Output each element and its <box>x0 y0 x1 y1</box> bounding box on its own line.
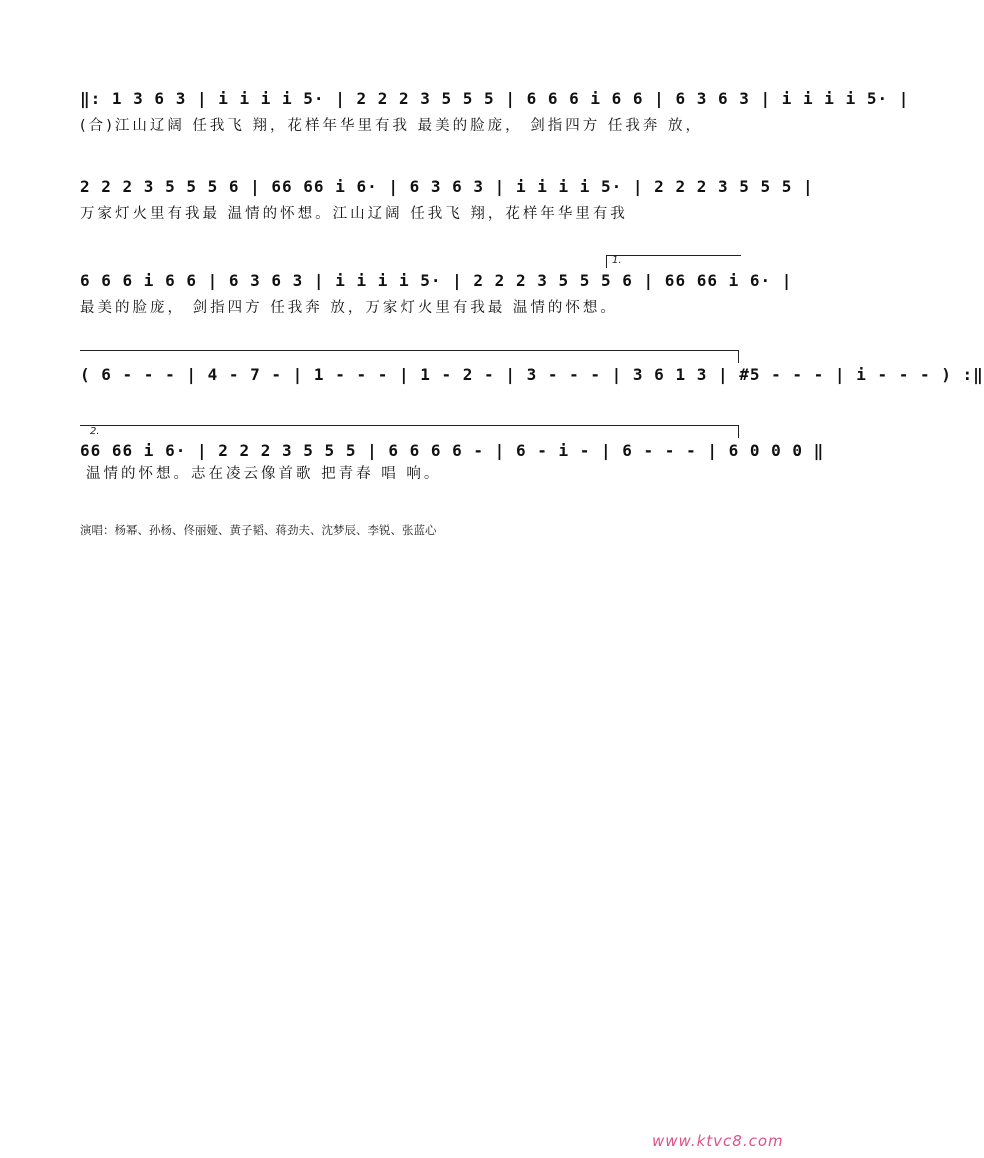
notation-row-3: 6 6 6 i 6 6 | 6 3 6 3 | i i i i 5· | 2 2 2 3 5 5 5 6 | 66 66 i 6· | <box>80 271 793 290</box>
notation-row-4: ( 6 - - - | 4 - 7 - | 1 - - - | 1 - 2 - | 3 - - - | 3 6 1 3 | #5 - - - | i - - - ) :‖ <box>80 365 984 384</box>
lyrics-row-5: 温情的怀想。志在凌云像首歌 把青春 唱 响。 <box>86 466 442 482</box>
notation-row-2: 2 2 2 3 5 5 5 6 | 66 66 i 6· | 6 3 6 3 | i i i i 5· | 2 2 2 3 5 5 5 | <box>80 177 814 196</box>
lyrics-row-1: (合)江山辽阔 任我飞 翔，花样年华里有我 最美的脸庞， 剑指四方 任我奔 放， <box>80 118 703 134</box>
watermark: www.ktvc8.com <box>652 1132 784 1150</box>
notation-row-5: 66 66 i 6· | 2 2 2 3 5 5 5 | 6 6 6 6 - | 6 - i - | 6 - - - | 6 0 0 0 ‖ <box>80 441 825 460</box>
singers-credit: 演唱：杨幂、孙杨、佟丽娅、黄子韬、蒋劲夫、沈梦辰、李锐、张蓝心 <box>80 523 437 537</box>
volta-label-2: 2. <box>90 426 100 437</box>
notation-row-1: ‖: 1 3 6 3 | i i i i 5· | 2 2 2 3 5 5 5 | 6 6 6 i 6 6 | 6 3 6 3 | i i i i 5· | <box>80 89 910 108</box>
lyrics-row-2: 万家灯火里有我最 温情的怀想。江山辽阔 任我飞 翔，花样年华里有我 <box>80 206 628 222</box>
lyrics-row-3: 最美的脸庞， 剑指四方 任我奔 放，万家灯火里有我最 温情的怀想。 <box>80 300 618 316</box>
volta-label-1: 1. <box>612 255 622 266</box>
